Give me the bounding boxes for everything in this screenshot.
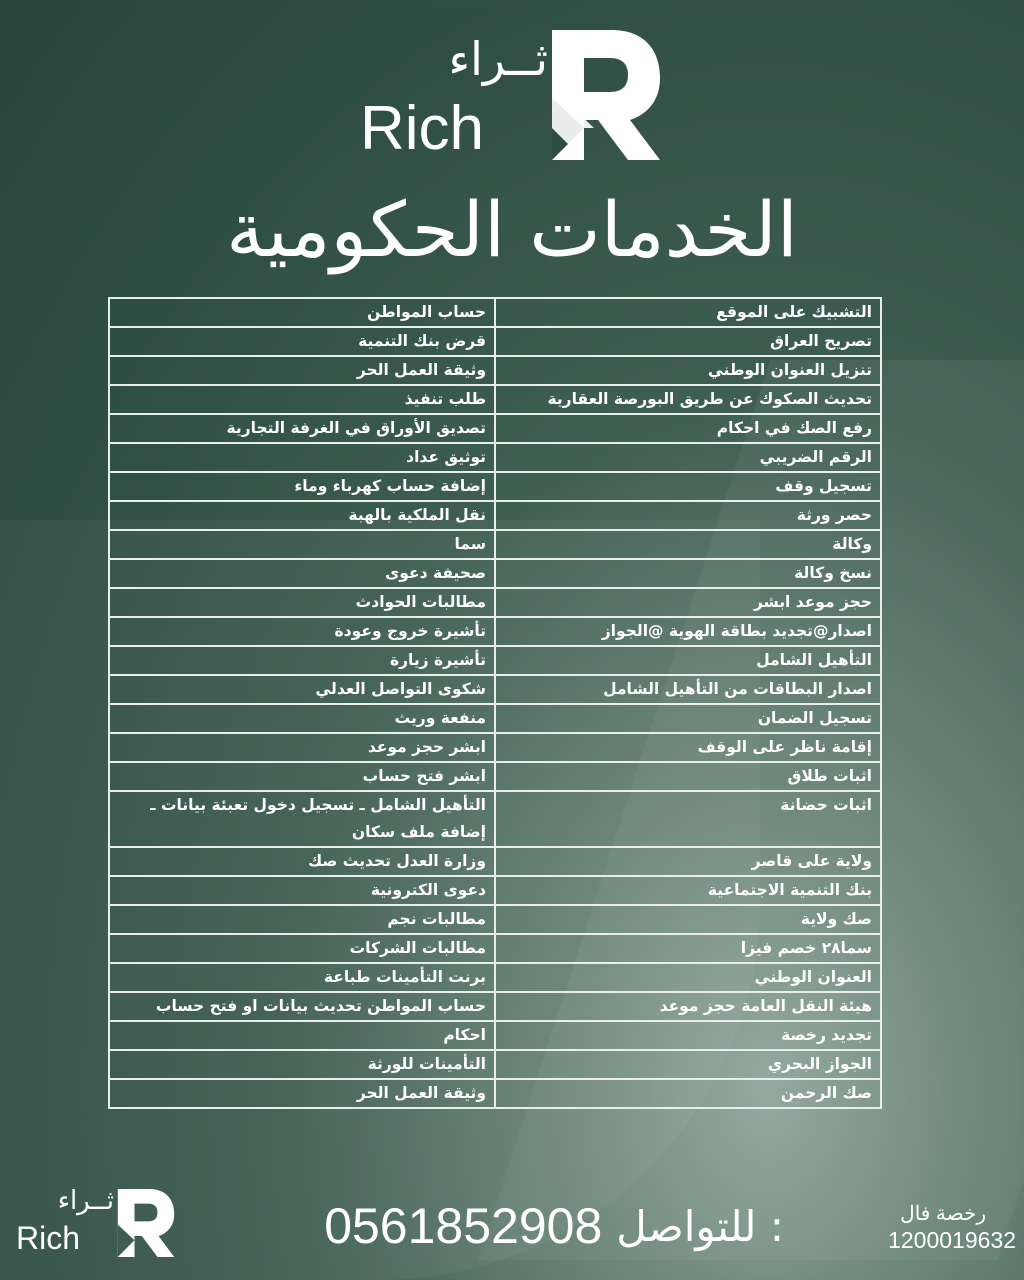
- service-cell-left: طلب تنفيذ: [109, 385, 495, 414]
- table-row: [109, 385, 881, 414]
- service-cell-right: العنوان الوطني: [495, 963, 881, 992]
- service-cell-right: تسجيل وقف: [495, 472, 881, 501]
- service-cell-left: شكوى التواصل العدلي: [109, 675, 495, 704]
- service-cell-left: قرض بنك التنمية: [109, 327, 495, 356]
- service-cell-left: مطالبات الحوادث: [109, 588, 495, 617]
- service-cell-left: حساب المواطن: [109, 298, 495, 327]
- service-cell-left: حساب المواطن تحديث بيانات او فتح حساب: [109, 992, 495, 1021]
- table-row: [109, 791, 881, 847]
- service-cell-left: سما: [109, 530, 495, 559]
- service-cell-left: ابشر حجز موعد: [109, 733, 495, 762]
- service-cell-right: اصدار البطاقات من التأهيل الشامل: [495, 675, 881, 704]
- service-cell-right: تحديث الصكوك عن طريق البورصة العقارية: [495, 385, 881, 414]
- table-row: [109, 1050, 881, 1079]
- page-title: الخدمات الحكومية: [226, 185, 798, 274]
- rich-logo-icon: [550, 28, 662, 162]
- brand-arabic-name: ثــراء: [448, 32, 548, 86]
- service-cell-right: رفع الصك في احكام: [495, 414, 881, 443]
- service-cell-left: إضافة حساب كهرباء وماء: [109, 472, 495, 501]
- service-cell-left: تصديق الأوراق في الغرفة التجارية: [109, 414, 495, 443]
- service-cell-right: التأهيل الشامل: [495, 646, 881, 675]
- service-cell-right: حجز موعد ابشر: [495, 588, 881, 617]
- brand-logo: [360, 28, 670, 168]
- service-cell-right: ولاية على قاصر: [495, 847, 881, 876]
- service-cell-right: الجواز البحري: [495, 1050, 881, 1079]
- footer-brand-latin: Rich: [16, 1220, 81, 1256]
- service-cell-right: إقامة ناظر على الوقف: [495, 733, 881, 762]
- table-row: [109, 876, 881, 905]
- service-cell-right: تصريح العراق: [495, 327, 881, 356]
- table-row: [109, 733, 881, 762]
- service-cell-left: ابشر فتح حساب: [109, 762, 495, 791]
- service-cell-right: تجديد رخصة: [495, 1021, 881, 1050]
- service-cell-left: احكام: [109, 1021, 495, 1050]
- table-row: [109, 847, 881, 876]
- table-row: [109, 530, 881, 559]
- table-row: [109, 1021, 881, 1050]
- service-cell-right: تسجيل الضمان: [495, 704, 881, 733]
- table-row: [109, 588, 881, 617]
- services-table: [108, 297, 882, 1109]
- service-cell-left: التأمينات للورثة: [109, 1050, 495, 1079]
- license-info: [888, 1202, 1016, 1254]
- service-cell-right: وكالة: [495, 530, 881, 559]
- table-row: [109, 298, 881, 327]
- table-row: [109, 1079, 881, 1108]
- table-row: [109, 501, 881, 530]
- service-cell-left: برنت التأمينات طباعة: [109, 963, 495, 992]
- service-cell-left: مطالبات الشركات: [109, 934, 495, 963]
- table-row: [109, 443, 881, 472]
- table-row: [109, 905, 881, 934]
- contact-phone[interactable]: 0561852908: [324, 1198, 603, 1254]
- service-cell-left: صحيفة دعوى: [109, 559, 495, 588]
- table-row: [109, 472, 881, 501]
- table-row: [109, 414, 881, 443]
- service-cell-left: توثيق عداد: [109, 443, 495, 472]
- service-cell-right: صك الرحمن: [495, 1079, 881, 1108]
- footer-rich-logo-icon: [116, 1188, 176, 1258]
- service-cell-left: مطالبات نجم: [109, 905, 495, 934]
- license-number: 1200019632: [888, 1227, 1016, 1253]
- service-cell-right: صك ولاية: [495, 905, 881, 934]
- service-cell-left: نقل الملكية بالهبة: [109, 501, 495, 530]
- service-cell-right: هيئة النقل العامة حجز موعد: [495, 992, 881, 1021]
- table-row: [109, 327, 881, 356]
- table-row: [109, 559, 881, 588]
- service-cell-left: تأشيرة خروج وعودة: [109, 617, 495, 646]
- service-cell-left: دعوى الكترونية: [109, 876, 495, 905]
- license-label: رخصة فال: [900, 1203, 986, 1225]
- service-cell-right: تنزيل العنوان الوطني: [495, 356, 881, 385]
- service-cell-left: منفعة وريث: [109, 704, 495, 733]
- table-row: [109, 934, 881, 963]
- table-row: [109, 704, 881, 733]
- contact-info: [244, 1196, 784, 1256]
- footer-brand-arabic: ثــراء: [57, 1186, 114, 1216]
- service-cell-left: وثيقة العمل الحر: [109, 356, 495, 385]
- table-row: [109, 617, 881, 646]
- table-row: [109, 992, 881, 1021]
- service-cell-right: سما٢٨ خصم فيزا: [495, 934, 881, 963]
- table-row: [109, 646, 881, 675]
- service-cell-left: التأهيل الشامل ـ تسجيل دخول تعبئة بيانات ـ إضافة ملف سكان: [109, 791, 495, 847]
- service-cell-right: بنك التنمية الاجتماعية: [495, 876, 881, 905]
- table-row: [109, 675, 881, 704]
- service-cell-right: نسخ وكالة: [495, 559, 881, 588]
- table-row: [109, 356, 881, 385]
- service-cell-right: اثبات طلاق: [495, 762, 881, 791]
- service-cell-right: التشبيك على الموقع: [495, 298, 881, 327]
- service-cell-left: وثيقة العمل الحر: [109, 1079, 495, 1108]
- service-cell-right: الرقم الضريبي: [495, 443, 881, 472]
- service-cell-left: تأشيرة زيارة: [109, 646, 495, 675]
- brand-latin-name: Rich: [360, 94, 485, 163]
- service-cell-left: وزارة العدل تحديث صك: [109, 847, 495, 876]
- table-row: [109, 762, 881, 791]
- table-row: [109, 963, 881, 992]
- service-cell-right: حصر ورثة: [495, 501, 881, 530]
- contact-label: للتواصل :: [616, 1201, 784, 1251]
- service-cell-right: اثبات حضانة: [495, 791, 881, 847]
- service-cell-right: اصدار@تجديد بطاقة الهوية @الجواز: [495, 617, 881, 646]
- footer-brand-logo: [16, 1186, 186, 1266]
